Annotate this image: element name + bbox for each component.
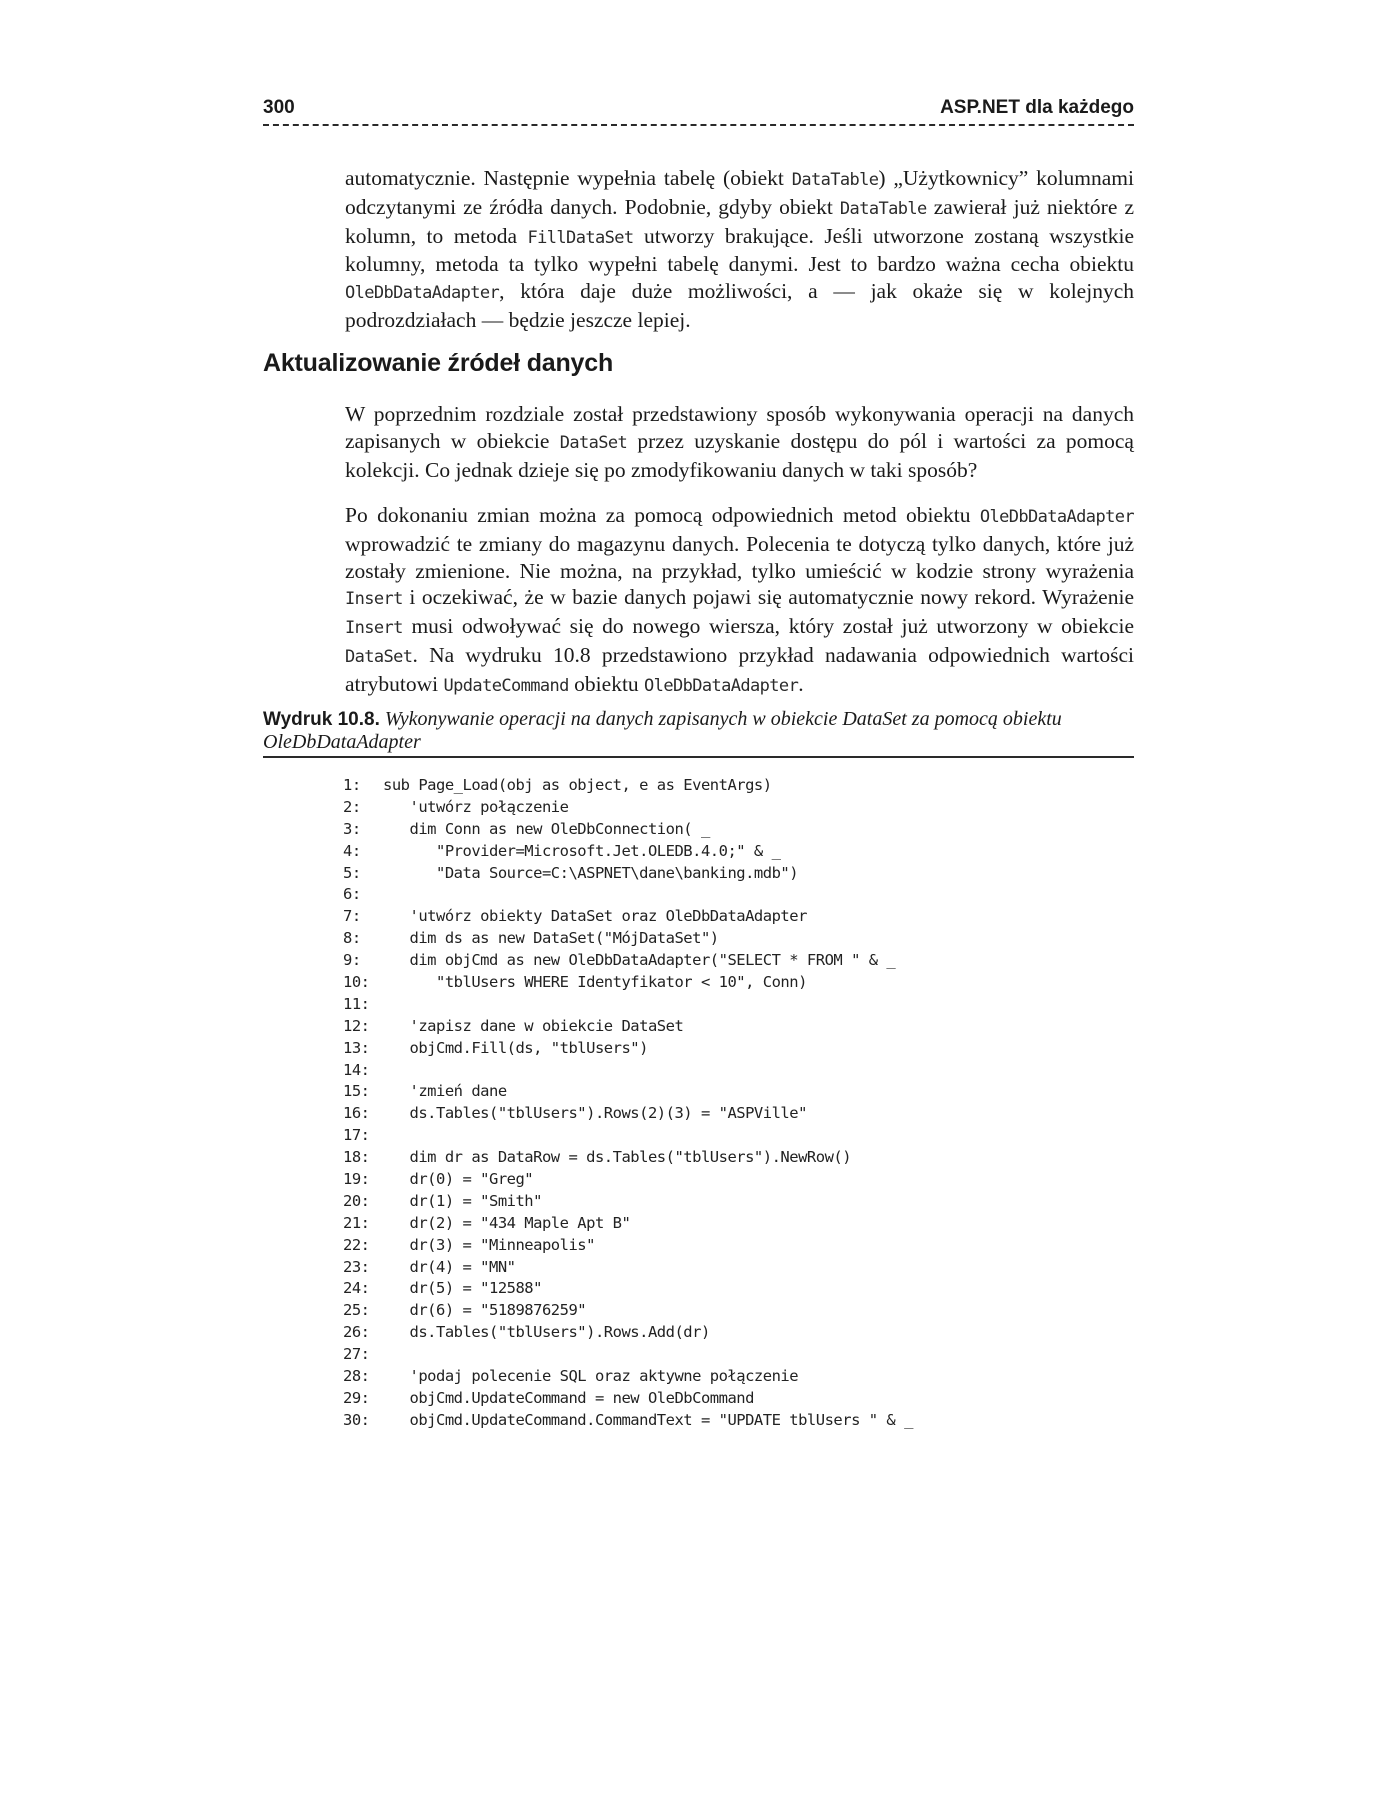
listing-caption-text: Wykonywanie operacji na danych zapisanych w obiekcie DataSet za pomocą obiektu OleDbDataAdapter (263, 708, 1062, 753)
line-number: 20: (343, 1191, 370, 1210)
code-line (343, 1344, 1043, 1366)
inline-code: Insert (345, 618, 403, 639)
code-line (343, 1191, 1043, 1213)
inline-code: DataSet (345, 646, 413, 667)
code-line (343, 972, 1043, 994)
line-code: ds.Tables("tblUsers").Rows(2)(3) = "ASPVille" (383, 1104, 807, 1123)
line-number: 11: (343, 994, 370, 1013)
line-code: "Provider=Microsoft.Jet.OLEDB.4.0;" & _ (383, 841, 781, 860)
code-line (343, 928, 1043, 950)
line-number: 18: (343, 1148, 370, 1167)
code-line (343, 819, 1043, 841)
line-code: dim ds as new DataSet("MójDataSet") (383, 929, 719, 948)
code-line (343, 1213, 1043, 1235)
inline-code: FillDataSet (527, 227, 634, 248)
line-code: dim Conn as new OleDbConnection( _ (383, 819, 710, 838)
code-line (343, 1103, 1043, 1125)
line-code: sub Page_Load(obj as object, e as EventArgs) (383, 776, 772, 794)
code-line (343, 863, 1043, 885)
paragraph-text: zawierał już niektóre z kolumn, to metoda (345, 194, 1134, 248)
line-number: 26: (343, 1323, 370, 1342)
listing-divider (263, 756, 1134, 758)
section-paragraph-2 (345, 502, 1134, 700)
line-code: dr(6) = "5189876259" (383, 1301, 587, 1320)
code-line (343, 1081, 1043, 1103)
code-line (343, 775, 1043, 797)
line-code: "Data Source=C:\ASPNET\dane\banking.mdb") (383, 863, 799, 882)
line-code: objCmd.UpdateCommand.CommandText = "UPDATE tblUsers " & _ (383, 1410, 913, 1429)
code-line (343, 1366, 1043, 1388)
paragraph-text: ) „Użytkownicy” kolumnami odczytanymi ze źródła danych. Podobnie, gdyby obiekt (345, 166, 1134, 219)
line-code: 'utwórz obiekty DataSet oraz OleDbDataAdapter (383, 907, 807, 926)
code-line (343, 906, 1043, 928)
paragraph-text: W poprzednim rozdziale został przedstawiony sposób wykonywania operacji na danych zapisanych w obiekcie (345, 402, 1134, 453)
page-number: 300 (263, 97, 295, 118)
line-number: 27: (343, 1345, 370, 1364)
line-number: 3: (343, 819, 361, 838)
line-number: 19: (343, 1170, 370, 1189)
section-paragraph-1 (345, 401, 1134, 483)
paragraph-text: utworzy brakujące. Jeśli utworzone zostaną wszystkie kolumny, metoda ta tylko wypełni tabelę danymi. Jest to bardzo ważna cecha obiektu (345, 223, 1134, 277)
paragraph-text: Po dokonaniu zmian można za pomocą odpowiednich metod obiektu (345, 503, 980, 527)
paragraph-text: , która daje duże możliwości, a — jak okaże się w kolejnych podrozdziałach — będzie jeszcze lepiej. (345, 279, 1134, 332)
line-number: 14: (343, 1060, 370, 1079)
paragraph-text: . Na wydruku 10.8 przedstawiono przykład nadawania odpowiednich wartości atrybutowi (345, 642, 1134, 696)
paragraph-text: wprowadzić te zmiany do magazynu danych. Polecenia te dotyczą tylko danych, które już zostały zmienione. Nie można, na przykład, tylko umieścić w kodzie strony wyrażenia (345, 531, 1134, 583)
line-number: 24: (343, 1279, 370, 1298)
line-number: 29: (343, 1388, 370, 1407)
line-number: 12: (343, 1016, 370, 1035)
line-number: 1: (343, 776, 361, 794)
line-number: 8: (343, 929, 361, 948)
line-number: 23: (343, 1257, 370, 1276)
line-number: 30: (343, 1410, 370, 1429)
line-code: dr(5) = "12588" (383, 1279, 542, 1298)
code-line (343, 1235, 1043, 1257)
code-line (343, 1388, 1043, 1410)
line-code: dr(3) = "Minneapolis" (383, 1235, 595, 1254)
code-line (343, 797, 1043, 819)
header-divider (263, 124, 1134, 126)
line-number: 15: (343, 1082, 370, 1101)
line-code: dr(1) = "Smith" (383, 1191, 542, 1210)
line-number: 22: (343, 1235, 370, 1254)
code-line (343, 1410, 1043, 1432)
line-code: dr(4) = "MN" (383, 1257, 516, 1276)
inline-code: UpdateCommand (443, 675, 569, 696)
line-code: objCmd.Fill(ds, "tblUsers") (383, 1038, 648, 1057)
code-line (343, 1322, 1043, 1344)
running-header (263, 96, 1134, 124)
code-line (343, 1300, 1043, 1322)
code-line (343, 1060, 1043, 1082)
line-number: 7: (343, 907, 361, 926)
paragraph-text: automatycznie. Następnie wypełnia tabelę (obiekt (345, 166, 792, 190)
code-line (343, 1169, 1043, 1191)
book-title: ASP.NET dla każdego (940, 97, 1134, 118)
line-number: 16: (343, 1104, 370, 1123)
line-number: 4: (343, 841, 361, 860)
paragraph-text: musi odwoływać się do nowego wiersza, który został już utworzony w obiekcie (402, 614, 1134, 639)
line-code: 'podaj polecenie SQL oraz aktywne połączenie (383, 1367, 799, 1386)
paragraph-text: i oczekiwać, że w bazie danych pojawi się automatycznie nowy rekord. Wyrażenie (402, 585, 1134, 610)
code-line (343, 994, 1043, 1016)
line-code: dim objCmd as new OleDbDataAdapter("SELECT * FROM " & _ (383, 951, 896, 970)
line-number: 9: (343, 951, 361, 970)
line-code: 'zmień dane (383, 1082, 507, 1101)
inline-code: Insert (345, 589, 403, 610)
line-code: dr(0) = "Greg" (383, 1170, 534, 1189)
code-line (343, 1278, 1043, 1300)
code-line (343, 1125, 1043, 1147)
paragraph-text: . (798, 671, 804, 696)
code-listing (343, 775, 1043, 1432)
line-number: 2: (343, 797, 361, 816)
line-number: 5: (343, 863, 361, 882)
line-number: 17: (343, 1126, 370, 1145)
line-code: dr(2) = "434 Maple Apt B" (383, 1213, 631, 1232)
line-number: 21: (343, 1213, 370, 1232)
inline-code: OleDbDataAdapter (345, 283, 500, 304)
line-code: dim dr as DataRow = ds.Tables("tblUsers").NewRow() (383, 1148, 852, 1167)
paragraph-text: przez uzyskanie dostępu do pól i wartości za pomocą kolekcji. Co jednak dzieje się po zmodyfikowaniu danych w taki sposób? (345, 428, 1134, 482)
code-line (343, 841, 1043, 863)
intro-paragraph (345, 165, 1134, 334)
code-line (343, 884, 1043, 906)
code-line (343, 950, 1043, 972)
line-code: 'utwórz połączenie (383, 797, 569, 816)
line-code: ds.Tables("tblUsers").Rows.Add(dr) (383, 1323, 710, 1342)
line-number: 25: (343, 1301, 370, 1320)
inline-code: DataTable (791, 170, 879, 190)
line-number: 6: (343, 885, 361, 904)
inline-code: OleDbDataAdapter (979, 507, 1134, 527)
inline-code: OleDbDataAdapter (644, 675, 799, 696)
code-line (343, 1257, 1043, 1279)
line-code: "tblUsers WHERE Identyfikator < 10", Conn) (383, 973, 807, 992)
section-heading: Aktualizowanie źródeł danych (263, 349, 614, 377)
inline-code: DataTable (839, 198, 927, 219)
listing-caption (263, 708, 1134, 754)
line-number: 28: (343, 1367, 370, 1386)
listing-label: Wydruk 10.8. (263, 709, 380, 730)
line-code: objCmd.UpdateCommand = new OleDbCommand (383, 1388, 754, 1407)
code-line (343, 1038, 1043, 1060)
line-number: 13: (343, 1038, 370, 1057)
line-code: 'zapisz dane w obiekcie DataSet (383, 1016, 684, 1035)
code-line (343, 1016, 1043, 1038)
paragraph-text: obiektu (568, 671, 645, 696)
inline-code: DataSet (559, 432, 628, 453)
code-line (343, 1147, 1043, 1169)
line-number: 10: (343, 973, 370, 992)
